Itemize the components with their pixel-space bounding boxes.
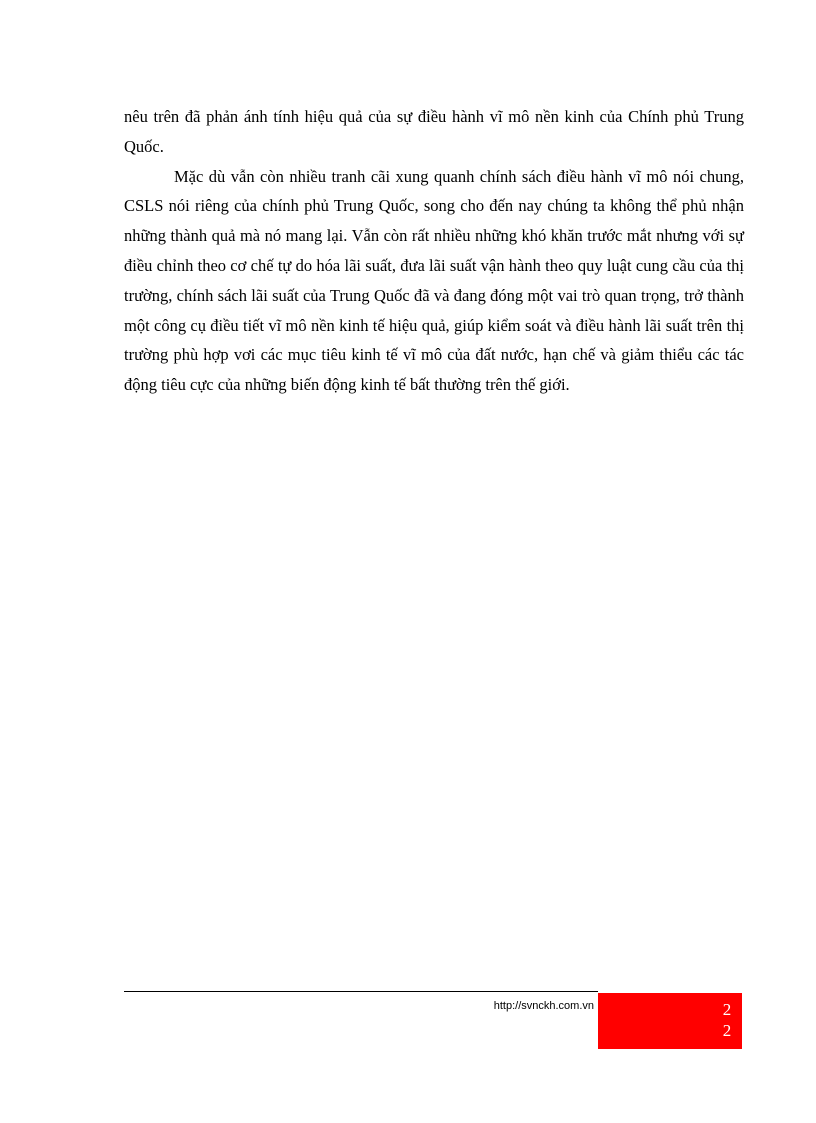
paragraph-conclusion: Mặc dù vẫn còn nhiều tranh cãi xung quanh chính sách điều hành vĩ mô nói chung, CSLS nói riêng của chính phủ Trung Quốc, song cho đến nay chúng ta không thể phủ nhận những thành quả mà nó mang lại. Vẫn còn rất nhiều những khó khăn trước mắt nhưng với sự điều chỉnh theo cơ chế tự do hóa lãi suất, đưa lãi suất vận hành theo quy luật cung cầu của thị trường, chính sách lãi suất của Trung Quốc đã và đang đóng một vai trò quan trọng, trở thành một công cụ điều tiết vĩ mô nền kinh tế hiệu quả, giúp kiểm soát và điều hành lãi suất trên thị trường phù hợp vơi các mục tiêu kinh tế vĩ mô của đất nước, hạn chế và giảm thiểu các tác động tiêu cực của những biến động kinh tế bất thường trên thế giới. (124, 166, 744, 395)
footer-divider (124, 991, 598, 992)
footer-url-link[interactable]: http://svnckh.com.vn (493, 1000, 594, 1012)
page-number (720, 999, 734, 1041)
page-number-digit-2: 2 (722, 1021, 732, 1040)
page-number-digit-1: 2 (722, 1000, 732, 1019)
page-number-box (598, 993, 742, 1049)
body-text (124, 102, 744, 400)
paragraph-continuation: nêu trên đã phản ánh tính hiệu quả của sự điều hành vĩ mô nền kinh của Chính phủ Trung Quốc. (124, 107, 744, 156)
